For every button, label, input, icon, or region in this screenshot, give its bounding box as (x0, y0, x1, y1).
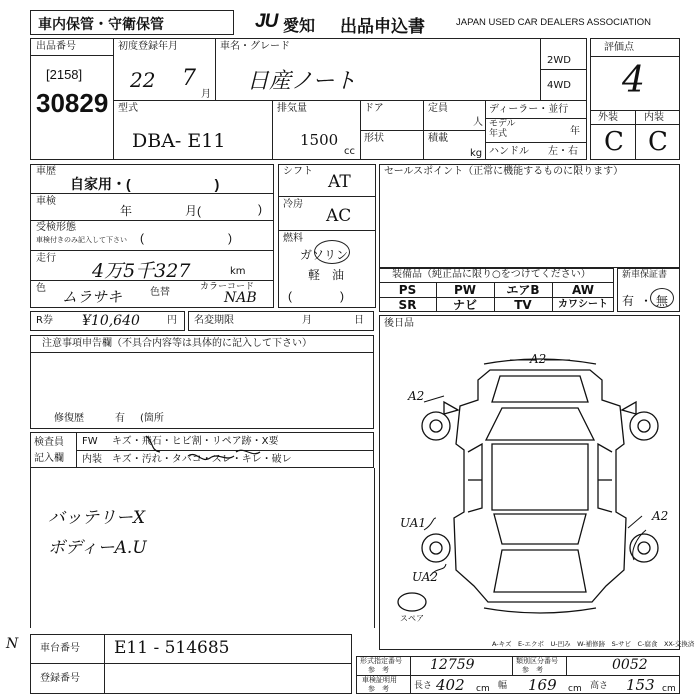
grid-line (104, 634, 105, 694)
lot-sub-number: [2158] (46, 67, 83, 82)
model-label: 型式 (118, 103, 138, 114)
damage-mark-left-rear: UA2 (412, 570, 439, 584)
grid-line (272, 100, 273, 160)
grid-line (410, 656, 411, 694)
displacement-value: 1500 (300, 131, 339, 149)
exterior-grade: C (604, 127, 624, 157)
color-code-value: NAB (224, 290, 257, 306)
sales-point-box (379, 164, 680, 268)
grid-line (566, 656, 567, 675)
width-label: 幅 (498, 681, 508, 691)
check-fw-prefix: FW (82, 436, 98, 447)
displacement-unit: cc (344, 146, 355, 157)
equipment-label: 装備品（純正品に限り○をつけてください） (392, 269, 591, 280)
model-year-label-1: モデル (489, 119, 516, 129)
recycle-unit: 円 (167, 315, 177, 326)
color-value: ムラサキ (62, 288, 123, 306)
equipment-aw: AW (572, 283, 594, 297)
damage-diagram (380, 340, 680, 640)
equipment-sr: SR (398, 298, 417, 312)
equipment-pw: PW (453, 283, 477, 297)
class-label-1: 類別区分番号 (516, 657, 558, 665)
inspection-year: 年 (120, 204, 133, 218)
recycle-label: R券 (36, 315, 53, 326)
warranty-label: 新車保証書 (622, 270, 668, 280)
width-value: 169 (528, 676, 557, 694)
aircon-value: AC (326, 206, 352, 226)
history-value: 自家用・( ) (70, 176, 220, 192)
handle-value: 左・右 (548, 146, 578, 157)
handle-label: ハンドル (489, 146, 529, 157)
sales-point-label: セールスポイント（正常に機能するものに限ります） (384, 166, 624, 177)
history-label: 車歴 (36, 166, 56, 177)
inspection-label: 車検 (36, 196, 56, 207)
grid-line (30, 352, 374, 353)
grid-line (30, 220, 274, 221)
displacement-label: 排気量 (277, 103, 307, 114)
grid-line (590, 56, 680, 57)
aircon-label: 冷房 (283, 199, 303, 210)
capacity-label: 定員 (428, 103, 448, 114)
name-change-day: 日 (354, 315, 364, 326)
grid-line (113, 38, 114, 160)
equipment-tv: TV (514, 298, 532, 312)
chassis-value: E11 - 514685 (114, 638, 230, 658)
equipment-airbag: エアB (506, 283, 540, 297)
grid-line (30, 55, 113, 56)
association-name: JAPAN USED CAR DEALERS ASSOCIATION (456, 17, 651, 28)
type-value: 12759 (430, 657, 475, 673)
damage-mark-left-front: A2 (408, 389, 425, 403)
repaint-label: 色替 (150, 287, 170, 298)
after-items-label: 後日品 (384, 318, 414, 329)
mileage-label: 走行 (36, 253, 56, 264)
dealer-parallel-label: ディーラー・並行 (489, 104, 569, 115)
grid-line (278, 196, 376, 197)
equipment-navi: ナビ (452, 298, 477, 312)
cert-label-1: 車検証明用 (362, 676, 397, 684)
chassis-label: 車台番号 (40, 643, 80, 654)
ju-logo: JU (255, 11, 278, 32)
car-name-label: 車名・グレード (220, 41, 290, 52)
class-label-2: 参 考 (522, 666, 543, 674)
registration-month-unit: 月 (201, 89, 211, 100)
damage-mark-front: A2 (530, 352, 547, 366)
grid-line (512, 656, 513, 675)
equipment-leather: カワシート (558, 299, 608, 310)
warranty-yes: 有 (622, 294, 635, 308)
car-name-value: 日産ノート (247, 69, 357, 94)
fuel-gasoline: ガソリン (300, 248, 349, 262)
interior-grade: C (648, 127, 668, 157)
registration-label: 初度登録年月 (118, 41, 178, 52)
grid-line (540, 69, 587, 70)
color-label: 色 (36, 283, 46, 294)
type-label-1: 形式指定番号 (360, 657, 402, 665)
color-code-label: カラーコード (200, 282, 255, 292)
plate-label: 登録番号 (40, 673, 80, 684)
interior-label: 内装 (644, 112, 664, 123)
form-title: 出品申込書 (340, 17, 425, 36)
check-fw-items: キズ・飛石・ヒビ割・リペア跡・X要 (112, 436, 279, 447)
acceptance-label: 受検形態 (36, 222, 76, 233)
grid-line (113, 100, 587, 101)
acceptance-value: ( ) (140, 231, 232, 245)
recycle-value: ¥10,640 (82, 313, 140, 329)
diagram-legend: A-キズ E-エクボ U-凹み W-補修跡 S-サビ C-腐食 XX-交換済 (492, 640, 695, 648)
capacity-unit: 人 (473, 117, 483, 128)
height-label: 高さ (590, 681, 609, 691)
shift-value: AT (328, 172, 351, 192)
check-interior-prefix: 内装 (82, 454, 102, 465)
lot-number: 30829 (36, 88, 109, 118)
cert-label-2: 参 考 (368, 685, 389, 693)
shift-label: シフト (283, 166, 313, 177)
right-border-line (374, 468, 375, 628)
name-change-label: 名変期限 (194, 315, 234, 326)
shape-label: 形状 (364, 133, 384, 144)
inspector-label-2: 記入欄 (34, 453, 64, 464)
model-year-label-2: 年式 (489, 129, 508, 139)
warranty-no: 無 (656, 294, 669, 308)
load-label: 積載 (428, 133, 448, 144)
registration-year: 22 (130, 68, 156, 92)
fuel-diesel: 軽 油 (308, 268, 345, 282)
inspection-month: 月( (185, 204, 201, 218)
left-border-line (30, 468, 31, 628)
fuel-label: 燃料 (283, 233, 303, 244)
damage-mark-right-rear: A2 (652, 509, 669, 523)
repair-has: 有 (115, 413, 125, 424)
name-change-month: 月 (302, 315, 312, 326)
spare-label: スペア (400, 614, 424, 623)
door-label: ドア (364, 103, 384, 114)
length-label: 長さ (414, 681, 433, 691)
fuel-bracket: ( ) (288, 289, 344, 303)
drive-4wd: 4WD (547, 80, 571, 91)
grid-line (76, 432, 77, 468)
inspection-close: ) (258, 202, 262, 216)
rating-score: 4 (622, 60, 645, 101)
inspector-label-1: 検査員 (34, 437, 64, 448)
note-body: ボディーA.U (48, 538, 147, 558)
repair-label: 修復歴 (54, 413, 84, 424)
length-unit: cm (476, 684, 490, 694)
grid-line (635, 110, 636, 160)
mileage-value: 4万5千327 (92, 260, 191, 282)
width-unit: cm (568, 684, 582, 694)
grid-line (30, 663, 352, 664)
model-value: DBA- E11 (132, 130, 226, 152)
damage-mark-left-door: UA1 (400, 516, 427, 530)
length-value: 402 (436, 676, 465, 694)
grid-line (485, 142, 587, 143)
warranty-sep: ・ (640, 294, 653, 308)
drive-2wd: 2WD (547, 55, 571, 66)
acceptance-note: 車検付きのみ記入して下さい (36, 236, 127, 244)
storage-label: 車内保管・守衛保管 (38, 16, 164, 32)
check-interior-items: キズ・汚れ・タバコ・スレ・キレ・破レ (112, 454, 292, 465)
height-value: 153 (626, 676, 655, 694)
class-value: 0052 (612, 657, 648, 673)
exterior-label: 外装 (598, 112, 618, 123)
type-label-2: 参 考 (368, 666, 389, 674)
load-unit: kg (470, 148, 483, 159)
grid-line (485, 100, 486, 160)
mileage-unit: km (230, 266, 246, 277)
grid-line (360, 130, 485, 131)
grid-line (215, 38, 216, 100)
note-battery: バッテリーX (48, 508, 146, 528)
inspector-handwritten-scribble (140, 428, 280, 472)
notes-label: 注意事項申告欄（不具合内容等は具体的に記入して下さい） (42, 338, 312, 349)
grid-line (30, 250, 274, 251)
registration-month: 7 (182, 66, 196, 91)
repair-bracket: (箇所 (140, 413, 164, 424)
model-year-unit: 年 (570, 126, 580, 137)
rating-label: 評価点 (604, 42, 634, 53)
lot-label: 出品番号 (36, 41, 76, 52)
equipment-ps: PS (398, 283, 417, 297)
margin-mark: N (6, 636, 19, 652)
grid-line (278, 230, 376, 231)
brand-name: 愛知 (283, 18, 316, 35)
height-unit: cm (662, 684, 676, 694)
